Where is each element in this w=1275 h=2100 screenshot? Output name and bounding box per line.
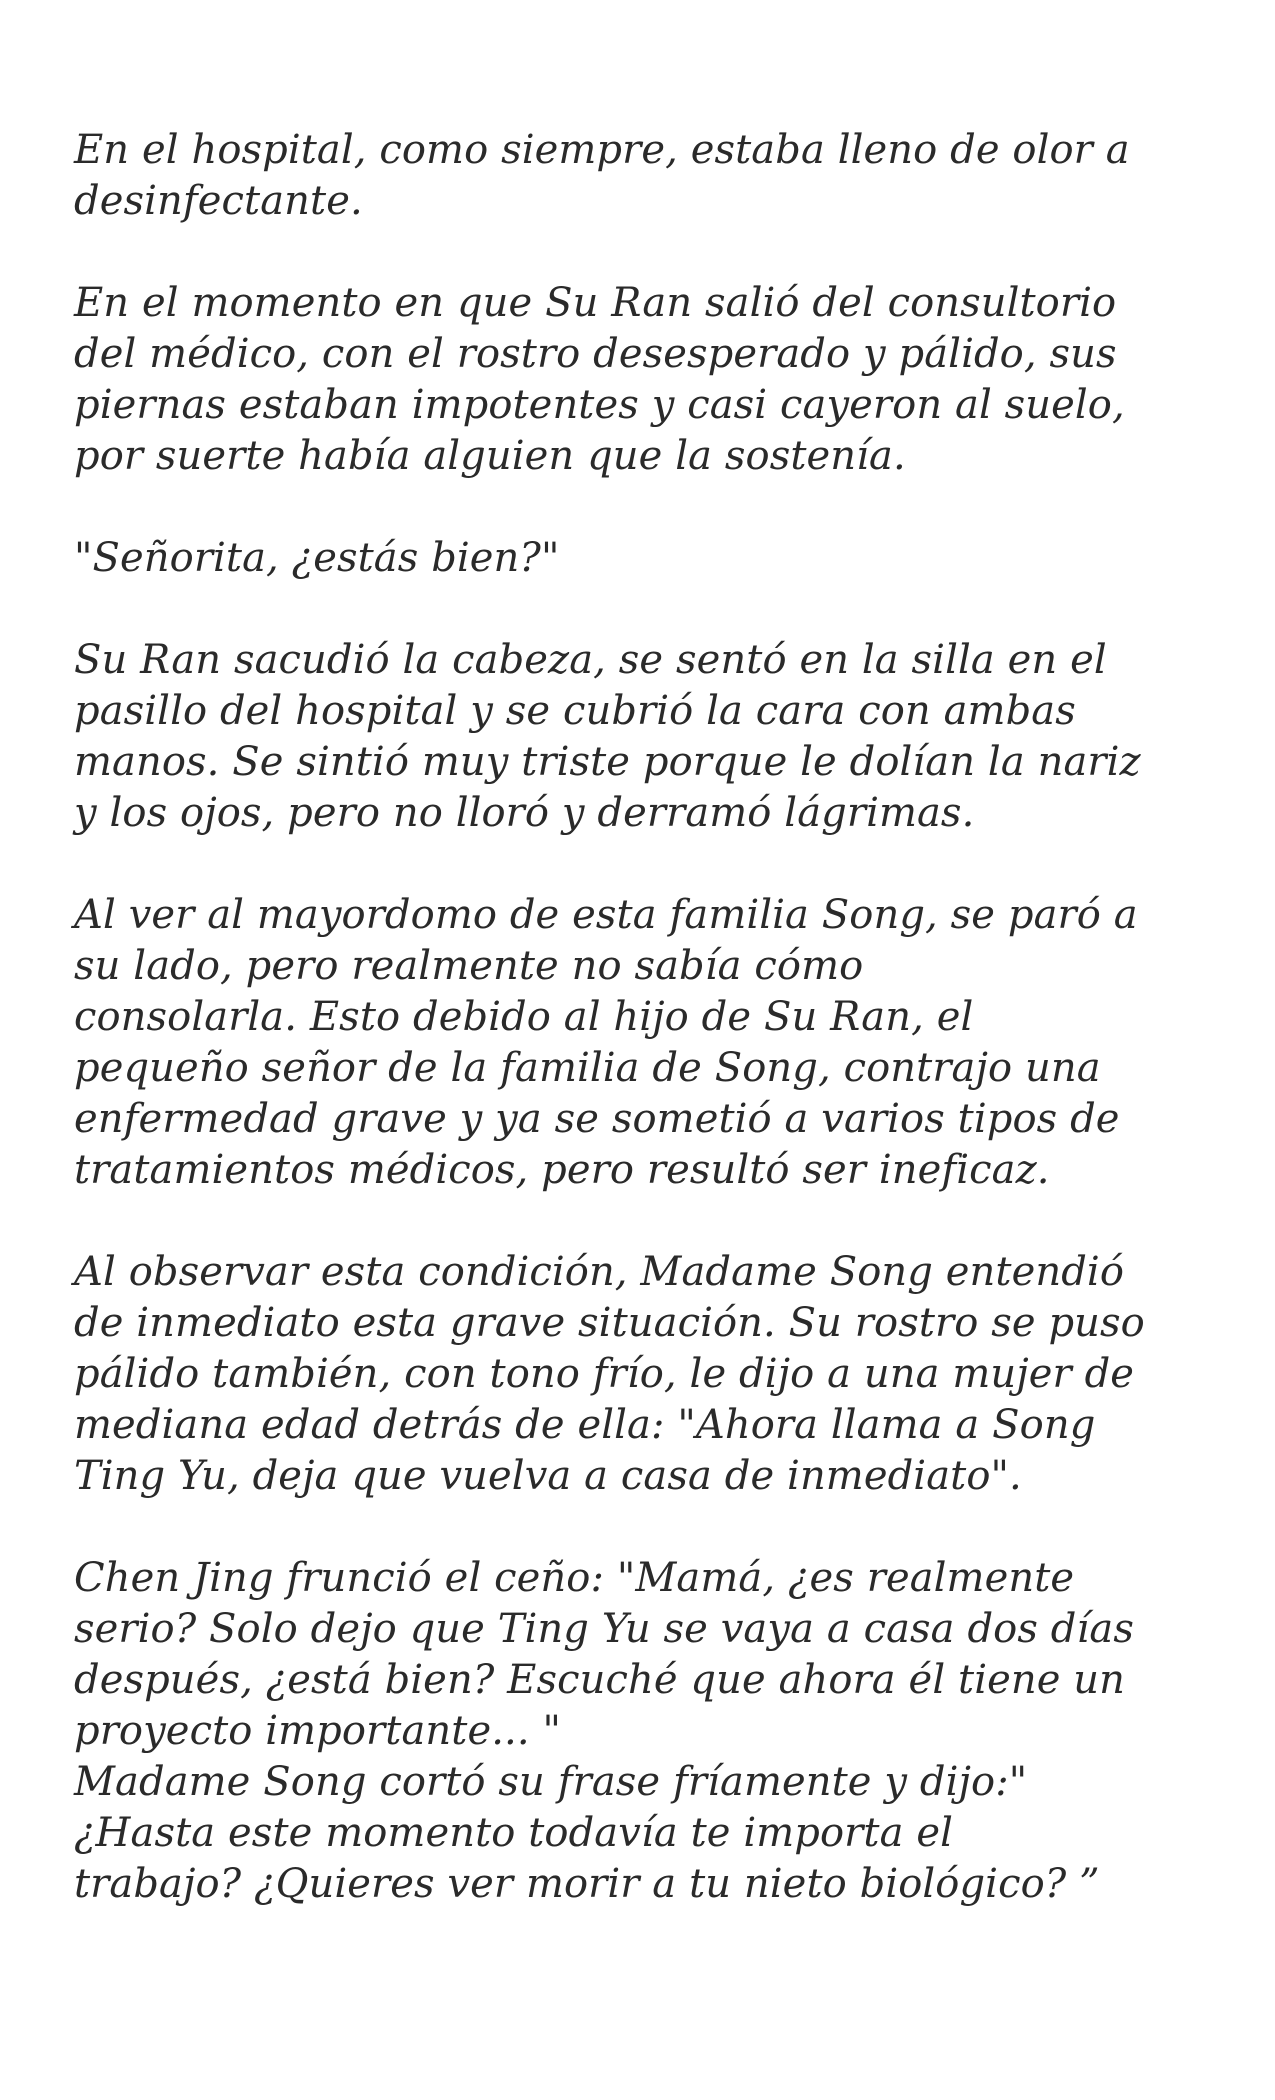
paragraph-3: "Señorita, ¿estás bien?" (74, 535, 560, 581)
document-page (74, 125, 1214, 1910)
paragraph-4: Su Ran sacudió la cabeza, se sentó en la silla en el pasillo del hospital y se cubrió la cara con ambas manos. Se sintió muy triste porque le dolían la nariz y los ojos, pero no lloró y derramó lágrimas. (74, 637, 1141, 836)
paragraph-2: En el momento en que Su Ran salió del consultorio del médico, con el rostro desesperado y pálido, sus piernas estaban impotentes y casi cayeron al suelo, por suerte había alguien que la sostenía. (74, 280, 1125, 479)
paragraph-1: En el hospital, como siempre, estaba lleno de olor a desinfectante. (74, 127, 1130, 224)
paragraph-6: Al observar esta condición, Madame Song entendió de inmediato esta grave situación. Su rostro se puso pálido también, con tono frío, le dijo a una mujer de mediana edad detrás de ella: "Ahora llama a Song Ting Yu, deja que vuelva a casa de inmediato". (74, 1249, 1145, 1499)
paragraph-5: Al ver al mayordomo de esta familia Song, se paró a su lado, pero realmente no sabía cómo consolarla. Esto debido al hijo de Su Ran, el pequeño señor de la familia de Song, contrajo una enfermedad grave y ya se sometió a varios tipos de tratamientos médicos, pero resultó ser ineficaz. (74, 892, 1138, 1193)
paragraph-7: Chen Jing frunció el ceño: "Mamá, ¿es realmente serio? Solo dejo que Ting Yu se vaya a casa dos días después, ¿está bien? Escuché que ahora él tiene un proyecto importante... " (74, 1555, 1134, 1754)
paragraph-8: Madame Song cortó su frase fríamente y dijo:" ¿Hasta este momento todavía te importa el trabajo? ¿Quieres ver morir a tu nieto biológico? ” (74, 1759, 1100, 1907)
